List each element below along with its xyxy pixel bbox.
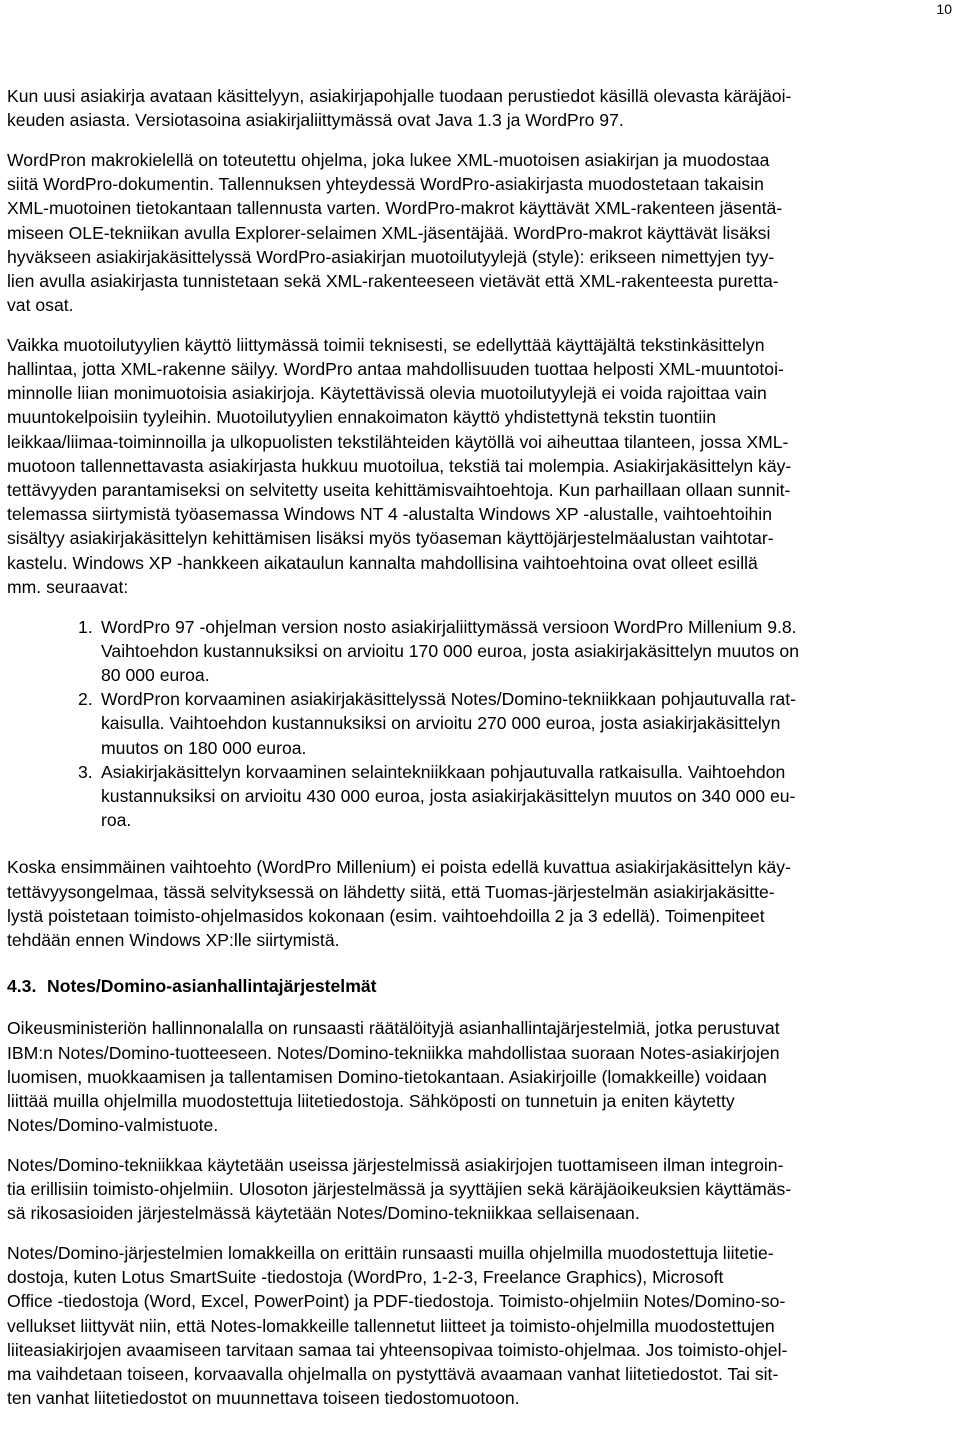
document-body xyxy=(7,84,953,1426)
text-line: dostoja, kuten Lotus SmartSuite -tiedostoja (WordPro, 1-2-3, Freelance Graphics), Microsoft xyxy=(7,1267,724,1288)
text-line: telemassa siirtymistä työasemassa Windows NT 4 -alustalta Windows XP -alustalle, vaihtoehtoihin xyxy=(7,504,772,525)
text-line: kustannuksiksi on arvioitu 430 000 euroa, josta asiakirjakäsittelyn muutos on 340 000 eu- xyxy=(101,785,796,806)
paragraph-wordpro-macro xyxy=(7,148,953,317)
paragraph-notes-intro xyxy=(7,1016,953,1137)
paragraph-intro xyxy=(7,84,953,132)
text-line: 80 000 euroa. xyxy=(101,664,210,685)
text-line: siitä WordPro-dokumentin. Tallennuksen yhteydessä WordPro-asiakirjasta muodostetaan takaisin xyxy=(7,174,764,195)
page-number: 10 xyxy=(936,1,952,17)
list-item xyxy=(7,615,953,688)
text-line: sä rikosasioiden järjestelmässä käytetään Notes/Domino-tekniikkaa sellaisenaan. xyxy=(7,1203,640,1224)
text-line: Notes/Domino-valmistuote. xyxy=(7,1115,219,1136)
text-line: WordPro 97 -ohjelman version nosto asiakirjaliittymässä versioon WordPro Millenium 9.8. xyxy=(101,616,797,637)
text-line: leikkaa/liimaa-toiminnoilla ja ulkopuolisten tekstilähteiden käytöllä voi aiheuttaa tilanteen, jossa XML- xyxy=(7,431,789,452)
list-item xyxy=(7,687,953,760)
text-line: mm. seuraavat: xyxy=(7,576,129,597)
text-line: Koska ensimmäinen vaihtoehto (WordPro Millenium) ei poista edellä kuvattua asiakirjakäsittelyn käy- xyxy=(7,857,791,878)
text-line: Office -tiedostoja (Word, Excel, PowerPoint) ja PDF-tiedostoja. Toimisto-ohjelmiin Notes/Domino-so- xyxy=(7,1291,786,1312)
text-line: XML-muotoinen tietokantaan tallennusta varten. WordPro-makrot käyttävät XML-rakenteen jäsentä- xyxy=(7,198,783,219)
text-line: WordPron makrokielellä on toteutettu ohjelma, joka lukee XML-muotoisen asiakirjan ja muodostaa xyxy=(7,149,770,170)
text-line: vat osat. xyxy=(7,295,74,316)
text-line: Notes/Domino-tekniikkaa käytetään useissa järjestelmissä asiakirjojen tuottamiseen ilman integroin- xyxy=(7,1154,784,1175)
text-line: WordPron korvaaminen asiakirjakäsittelyssä Notes/Domino-tekniikkaan pohjautuvalla rat- xyxy=(101,689,796,710)
text-line: tettävyyden parantamiseksi on selvitetty useita kehittämisvaihtoehtoja. Kun parhaillaan ollaan sunnit- xyxy=(7,480,791,501)
text-line: Asiakirjakäsittelyn korvaaminen selaintekniikkaan pohjautuvalla ratkaisulla. Vaihtoehdon xyxy=(101,761,786,782)
text-line: liittää muilla ohjelmilla muodostettuja liitetiedostoja. Sähköposti on tunnetuin ja eniten käytetty xyxy=(7,1091,735,1112)
text-line: miseen OLE-tekniikan avulla Explorer-selaimen XML-jäsentäjää. WordPro-makrot käyttävät lisäksi xyxy=(7,222,771,243)
text-line: Oikeusministeriön hallinnonalalla on runsaasti räätälöityjä asianhallintajärjestelmiä, jotka perustuvat xyxy=(7,1018,780,1039)
text-line: muuntokelpoisiin tyyleihin. Muotoilutyylien ennakoimaton käyttö yhdistettynä tekstin tuontiin xyxy=(7,407,717,428)
list-item-number: 2. xyxy=(78,689,93,710)
text-line: luomisen, muokkaamisen ja tallentamisen Domino-tietokantaan. Asiakirjoille (lomakkeille) voidaan xyxy=(7,1066,767,1087)
paragraph-conclusion xyxy=(7,855,953,952)
text-line: kaisulla. Vaihtoehdon kustannuksiksi on arvioitu 270 000 euroa, josta asiakirjakäsittelyn xyxy=(101,713,781,734)
section-title: Notes/Domino-asianhallintajärjestelmät xyxy=(47,976,377,997)
paragraph-notes-usage xyxy=(7,1153,953,1226)
text-line: sisältyy asiakirjakäsittelyn kehittämisen lisäksi myös työaseman käyttöjärjestelmäalustan vaihtotar- xyxy=(7,528,774,549)
paragraph-styles-usage xyxy=(7,333,953,599)
text-line: tehdään ennen Windows XP:lle siirtymistä. xyxy=(7,930,340,950)
list-item xyxy=(7,760,953,833)
text-line: lien avulla asiakirjasta tunnistetaan sekä XML-rakenteeseen vietävät että XML-rakenteesta puretta- xyxy=(7,270,779,291)
text-line: Kun uusi asiakirja avataan käsittelyyn, asiakirjapohjalle tuodaan perustiedot käsillä olevasta käräjäoi- xyxy=(7,86,792,106)
text-line: Vaikka muotoilutyylien käyttö liittymässä toimii teknisesti, se edellyttää käyttäjältä tekstinkäsittelyn xyxy=(7,334,765,355)
text-line: vellukset liittyvät niin, että Notes-lomakkeille tallennetut liitteet ja toimisto-ohjelmilla muodostettujen xyxy=(7,1315,775,1336)
text-line: ma vaihdetaan toiseen, korvaavalla ohjelmalla on pystyttävä avaamaan vanhat liitetiedostot. Tai sit- xyxy=(7,1364,779,1385)
section-number: 4.3. xyxy=(7,976,37,997)
options-list xyxy=(7,615,953,833)
text-line: roa. xyxy=(101,810,132,831)
text-line: tettävyysongelmaa, tässä selvityksessä on lähdetty siitä, että Tuomas-järjestelmän asiakirjakäsitte- xyxy=(7,881,775,902)
text-line: Notes/Domino-järjestelmien lomakkeilla on erittäin runsaasti muilla ohjelmilla muodostettuja liitetie- xyxy=(7,1243,774,1264)
text-line: muotoon tallennettavasta asiakirjasta hukkuu muotoilua, tekstiä tai molempia. Asiakirjakäsittelyn käy- xyxy=(7,455,792,476)
list-item-number: 3. xyxy=(78,761,93,782)
text-line: tia erillisiin toimisto-ohjelmiin. Ulosoton järjestelmässä ja syyttäjien sekä käräjäoikeuksien käyttämäs- xyxy=(7,1179,792,1200)
text-line: minnolle liian monimuotoisia asiakirjoja. Käytettävissä olevia muotoilutyylejä ei voida rajoittaa vain xyxy=(7,383,767,404)
text-line: hyväkseen asiakirjakäsittelyssä WordPro-asiakirjan muotoilutyylejä (style): erikseen nimettyjen tyy- xyxy=(7,246,775,267)
text-line: Vaihtoehdon kustannuksiksi on arvioitu 170 000 euroa, josta asiakirjakäsittelyn muutos on xyxy=(101,640,799,661)
text-line: IBM:n Notes/Domino-tuotteeseen. Notes/Domino-tekniikka mahdollistaa suoraan Notes-asiakirjojen xyxy=(7,1042,780,1063)
text-line: kastelu. Windows XP -hankkeen aikataulun kannalta mahdollisina vaihtoehtoina ovat olleet esillä xyxy=(7,552,758,573)
text-line: muutos on 180 000 euroa. xyxy=(101,737,307,758)
text-line: keuden asiasta. Versiotasoina asiakirjaliittymässä ovat Java 1.3 ja WordPro 97. xyxy=(7,110,624,131)
text-line: liiteasiakirjojen avaamiseen tarvitaan samaa tai yhteensopivaa toimisto-ohjelmaa. Jos toimisto-ohjel- xyxy=(7,1339,788,1360)
text-line: hallintaa, jotta XML-rakenne säilyy. WordPro antaa mahdollisuuden tuottaa helposti XML-muuntotoi- xyxy=(7,359,784,380)
text-line: lystä poistetaan toimisto-ohjelmasidos kokonaan (esim. vaihtoehdoilla 2 ja 3 edellä). Toimenpiteet xyxy=(7,905,765,926)
section-heading xyxy=(7,974,953,998)
list-item-number: 1. xyxy=(78,616,93,637)
paragraph-notes-attachments xyxy=(7,1241,953,1410)
text-line: ten vanhat liitetiedostot on muunnettava toiseen tiedostomuotoon. xyxy=(7,1388,520,1409)
